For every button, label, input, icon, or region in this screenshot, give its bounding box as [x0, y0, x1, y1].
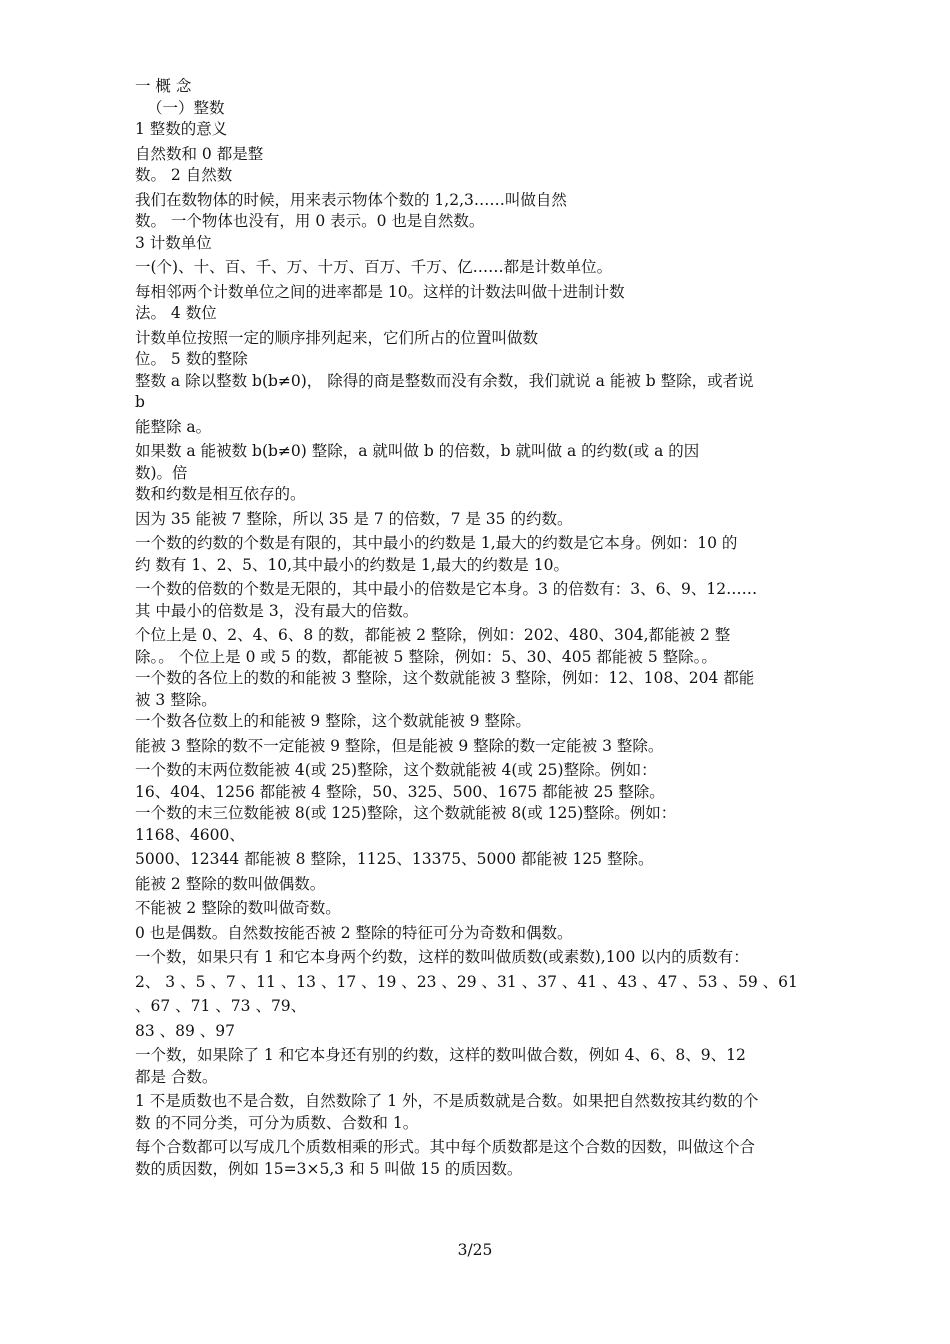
text-line: 一个数的约数的个数是有限的，其中最小的约数是 1,最大的约数是它本身。例如：10 的: [135, 534, 738, 552]
text-line: 计数单位按照一定的顺序排列起来，它们所占的位置叫做数: [135, 328, 539, 347]
text-line: 位。 5 数的整除: [135, 350, 248, 368]
text-line: 数)。倍: [135, 463, 188, 482]
text-line: 2、 3 、5 、7 、11 、13 、17 、19 、23 、29 、31 、37 、41 、43 、47 、53 、59 、61: [135, 972, 798, 991]
text-line: 数。 2 自然数: [135, 166, 233, 184]
text-line: 83 、89 、97: [135, 1021, 236, 1040]
text-line: 能被 2 整除的数叫做偶数。: [135, 874, 326, 893]
text-line: 法。 4 数位: [135, 304, 217, 322]
text-line: 能被 3 整除的数不一定能被 9 整除，但是能被 9 整除的数一定能被 3 整除。: [135, 736, 664, 755]
text-line: 1168、4600、: [135, 825, 245, 844]
text-line: 5000、12344 都能被 8 整除，1125、13375、5000 都能被 125 整除。: [135, 850, 654, 868]
text-line: 16、404、1256 都能被 4 整除，50、325、500、1675 都能被 25 整除。: [135, 782, 665, 801]
text-line: 每相邻两个计数单位之间的进率都是 10。这样的计数法叫做十进制计数: [135, 282, 625, 301]
text-line: 一个数的倍数的个数是无限的，其中最小的倍数是它本身。3 的倍数有：3、6、9、12……: [135, 580, 758, 598]
text-line: 1 整数的意义: [135, 120, 228, 138]
text-line: 一个数的末三位数能被 8(或 125)整除，这个数就能被 8(或 125)整除。例如：: [135, 804, 677, 822]
text-line: 一个数的末两位数能被 4(或 25)整除，这个数就能被 4(或 25)整除。例如：: [135, 761, 657, 779]
text-line: 一个数，如果只有 1 和它本身两个约数，这样的数叫做质数(或素数),100 以内的质数有：: [135, 948, 749, 966]
text-line: 个位上是 0、2、4、6、8 的数，都能被 2 整除，例如：202、480、304,都能被 2 整: [135, 626, 731, 644]
text-line: 自然数和 0 都是整: [135, 144, 264, 163]
text-line: 约 数有 1、2、5、10,其中最小的约数是 1,最大的约数是 10。: [135, 555, 569, 574]
text-line: 能整除 a。: [135, 417, 212, 436]
text-line: 数 的不同分类，可分为质数、合数和 1。: [135, 1113, 419, 1132]
text-line: 0 也是偶数。自然数按能否被 2 整除的特征可分为奇数和偶数。: [135, 923, 573, 942]
text-line: 每个合数都可以写成几个质数相乘的形式。其中每个质数都是这个合数的因数，叫做这个合: [135, 1138, 756, 1156]
text-line: 因为 35 能被 7 整除，所以 35 是 7 的倍数，7 是 35 的约数。: [135, 509, 573, 528]
text-line: 被 3 整除。: [135, 690, 217, 709]
document-body: [135, 76, 835, 1180]
heading-concept: 一 概 念: [135, 77, 192, 95]
page-number: 3/25: [457, 1241, 493, 1259]
text-line: 数。 一个物体也没有，用 0 表示。0 也是自然数。: [135, 212, 485, 230]
text-line: 除。。 个位上是 0 或 5 的数，都能被 5 整除，例如：5、30、405 都能被 5 整除。。: [135, 647, 717, 666]
text-line: 一个数各位数上的和能被 9 整除，这个数就能被 9 整除。: [135, 712, 531, 730]
heading-integers: （一）整数: [147, 98, 225, 117]
text-line: 其 中最小的倍数是 3，没有最大的倍数。: [135, 601, 419, 620]
text-line: 数和约数是相互依存的。: [135, 485, 306, 503]
text-line: 一(个)、十、百、千、万、十万、百万、千万、亿……都是计数单位。: [135, 258, 613, 276]
text-line: 如果数 a 能被数 b(b≠0) 整除，a 就叫做 b 的倍数，b 就叫做 a 的约数(或 a 的因: [135, 442, 700, 460]
text-line: 3 计数单位: [135, 233, 212, 252]
text-line: 数的质因数，例如 15=3×5,3 和 5 叫做 15 的质因数。: [135, 1159, 523, 1178]
text-line: 、67 、71 、73 、79、: [135, 997, 307, 1015]
text-line: 我们在数物体的时候，用来表示物体个数的 1,2,3……叫做自然: [135, 190, 567, 209]
text-line: 都是 合数。: [135, 1067, 218, 1086]
text-line: 一个数，如果除了 1 和它本身还有别的约数，这样的数叫做合数，例如 4、6、8、9、12: [135, 1046, 746, 1064]
text-line: 不能被 2 整除的数叫做奇数。: [135, 899, 341, 917]
text-line: b: [135, 393, 145, 411]
text-line: 1 不是质数也不是合数，自然数除了 1 外，不是质数就是合数。如果把自然数按其约数的个: [135, 1092, 759, 1110]
text-line: 整数 a 除以整数 b(b≠0)， 除得的商是整数而没有余数，我们就说 a 能被 b 整除，或者说: [135, 371, 754, 390]
text-line: 一个数的各位上的数的和能被 3 整除，这个数就能被 3 整除，例如：12、108、204 都能: [135, 669, 755, 687]
